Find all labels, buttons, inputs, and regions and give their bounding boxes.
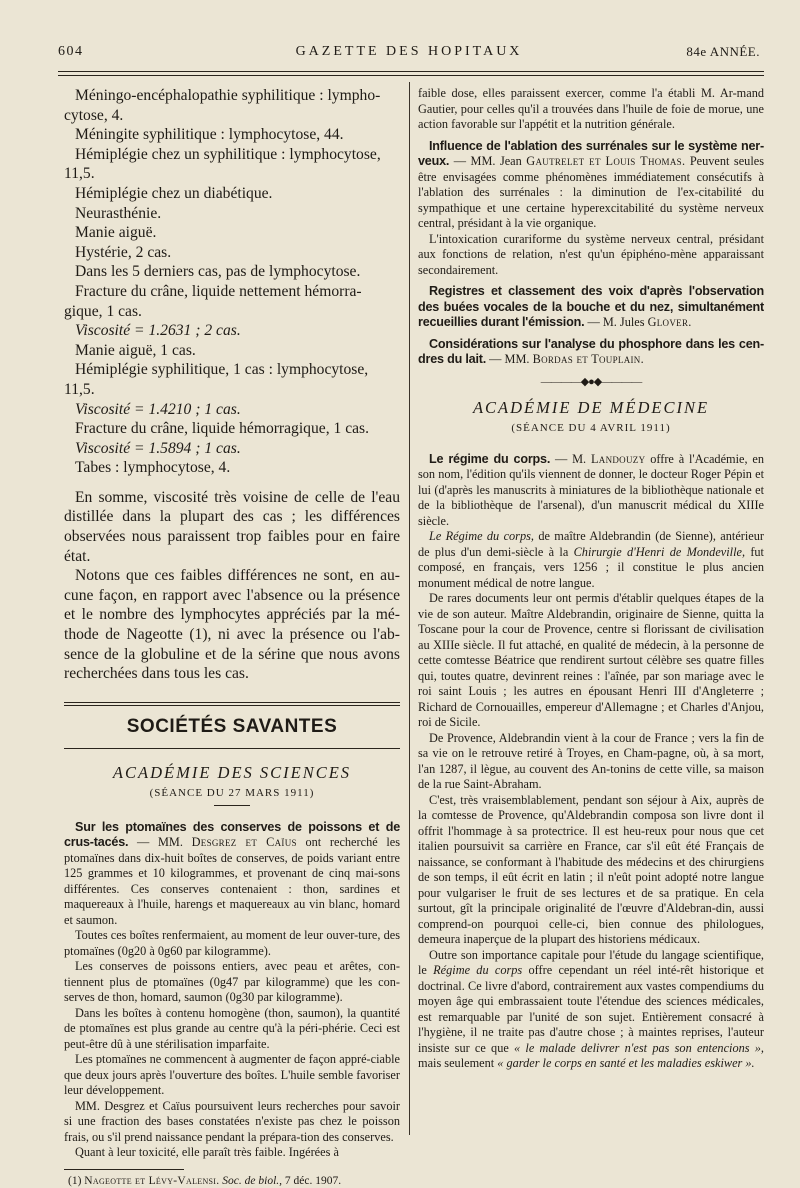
surrenales-article [418, 139, 764, 279]
section-rule [64, 748, 400, 749]
case-list [64, 86, 400, 478]
text-fragment: — MM. Jean [449, 154, 527, 168]
text-fragment: — M. [550, 451, 591, 466]
article-authors: Gautrelet et Louis Thomas. [526, 154, 686, 168]
case-item: Hémiplégie chez un diabétique. [75, 184, 273, 202]
paragraph: Les ptomaïnes ne commencent à augmenter de façon appré-ciable que deux jours après l'ouverture des boîtes. L'huile semble favoriser leur développement. [64, 1052, 400, 1098]
quotation: « garder le corps en santé et les maladies eskiwer ». [497, 1056, 755, 1070]
text-fragment: Outre son importance capitale pour l'étude du langage scientifique, le [418, 947, 764, 977]
case-item: Hémiplégie chez un syphilitique : lymphocytose, 11,5. [64, 145, 381, 183]
article-authors: Bordas et Touplain. [532, 352, 644, 366]
article-title: Sur les ptomaïnes des conserves de poissons et de crus-tacés. [64, 819, 400, 850]
paragraph: Peuvent seules être envisagées comme phénomènes immédiatement consécutifs à l'ablation des surrénales : la diminution de l'ex-citabilité du sympathique et une certaine hyperexcitabilité du système nerveux central, présidant à la vie organique. [418, 154, 764, 230]
case-item: Hystérie, 2 cas. [75, 243, 172, 261]
session-date: (SÉANCE DU 27 MARS 1911) [149, 786, 315, 799]
phosphore-article [418, 337, 764, 368]
column-divider [409, 82, 410, 1135]
case-item: Fracture du crâne, liquide hémorragique, 1 cas. [75, 420, 369, 438]
section-title: SOCIÉTÉS SAVANTES [126, 715, 338, 737]
article-title: Le régime du corps. [429, 451, 551, 466]
page-header [58, 44, 760, 68]
paragraph: C'est, très vraisemblablement, pendant son séjour à Aix, auprès de la comtesse de Provence, qu'Aldebrandin composa son livre dont il offrit l'hommage à sa protectrice. Il est heu-reux pour nous que cet italien poursuivit sa carrière en France, car s'il eût été Français de naissance, se conformant à l'habitude des médecins et des chirurgiens de son temps, il eût écrit en latin ; il n'eût point adopté notre langue pour vulgariser le fruit de ses lectures et de sa pratique. En cela surtout, gît la principale originalité de l'œuvre d'Aldebran-din, aussi comprend-on pourquoi celle-ci, bien connue des philologues, demeura inaperçue de la plupart des historiens médicaux. [418, 792, 764, 946]
case-item: Hémiplégie syphilitique, 1 cas : lymphocytose, 11,5. [64, 361, 369, 398]
publication-title: GAZETTE DES HOPITAUX [295, 44, 523, 59]
header-rule [58, 71, 764, 72]
paragraph: L'intoxication curariforme du système nerveux central, présidant aux fonctions de relation, n'est qu'un épiphéno-mène apparaissant secondairement. [418, 231, 764, 277]
viscosity-value: Viscosité = 1.4210 ; 1 cas. [75, 400, 241, 418]
paragraph: Quant à leur toxicité, elle paraît très faible. Ingérées à [75, 1145, 339, 1160]
footnote [64, 1174, 400, 1188]
ptomaines-article [64, 820, 400, 1161]
continued-article [418, 86, 764, 133]
paragraph: offre à l'Académie, en son nom, l'édition qu'ils viennent de donner, le docteur Roger Pépin et lui (d'après les manuscrits à miniatures de la bibliothèque nationale et de la bibliothèque de l'arsenal), d'un manuscrit médical du XIIIe siècle. [418, 451, 764, 528]
case-item: Méningo-encéphalopathie syphilitique : lympho-cytose, 4. [64, 87, 381, 124]
header-rule-thin [58, 75, 764, 76]
conclusion [64, 488, 400, 684]
article-title: Considérations sur l'analyse du phosphore dans les cen-dres du lait. [418, 336, 764, 366]
article-authors: Landouzy [590, 451, 646, 466]
voix-article [418, 284, 764, 331]
text-fragment: de maître Aldebrandin (de Sienne), antérieur de plus d'un demi-siècle à la [418, 529, 764, 559]
text-fragment: — M. Jules [584, 315, 648, 329]
paragraph: faible dose, elles paraissent exercer, comme l'a établi M. Ar-mand Gautier, pour celles qu'il a trouvées dans l'huile de foie de morue, une action favorable sur l'appétit et la nutrition générale. [418, 86, 764, 131]
volume-year: 84e ANNÉE. [686, 44, 760, 59]
paragraph: De Provence, Aldebrandin vient à la cour de France ; vers la fin de sa vie on le retrouve retiré à Troyes, en Cham-pagne, où, à sa mort, l'an 1287, il lègue, au couvent des An-tonins de cette ville, sa maison de la rue Saint-Abraham. [418, 730, 764, 791]
book-title: Le Régime du corps, [429, 529, 534, 543]
footnote-date: 7 déc. 1907. [282, 1174, 342, 1187]
case-item: Fracture du crâne, liquide nettement hémorra-gique, 1 cas. [64, 282, 362, 320]
text-fragment: fut composé, en français, vers 1256 ; il constitue le plus ancien monument médical de notre langue. [418, 544, 764, 590]
paragraph: Toutes ces boîtes renfermaient, au moment de leur ouver-ture, des ptomaïnes (0g20 à 0g60 par kilogramme). [64, 928, 400, 958]
case-item: Dans les 5 derniers cas, pas de lymphocytose. [75, 263, 361, 281]
case-item: Méningite syphilitique : lymphocytose, 44. [75, 126, 344, 144]
paragraph: En somme, viscosité très voisine de celle de l'eau distillée dans la plupart des cas ; les différences observées nous paraissent trop faibles pour en faire état. [64, 488, 400, 565]
text-fragment: offre cependant un réel inté-rêt historique et doctrinal. Ce livre d'abord, contrairement aux vastes compendiums du moyen âge qui embrassaient toute l'étendue des sciences médicales, est remarquable par l'unité de son sujet. Entièrement consacré à l'hygiène, il ne traite pas d'autre chose ; à maintes reprises, l'auteur insiste sur ce que [418, 963, 764, 1055]
page-number: 604 [58, 44, 84, 59]
text-fragment: mais seulement [418, 1056, 498, 1070]
book-title: Chirurgie d'Henri de Mondeville, [573, 544, 746, 559]
article-authors: Desgrez et Caïus [191, 835, 297, 850]
right-column [418, 86, 764, 1072]
paragraph: Notons que ces faibles différences ne sont, en au-cune façon, en rapport avec l'absence ou la présence et le nombre des lymphocytes appréciés par la mé-thode de Nageotte (1), ni avec la présence ou l'ab-sence de la globuline et de la sérine que nous avons recherchées dans tous les cas. [64, 567, 400, 683]
footnote-number: (1) [68, 1174, 85, 1187]
regime-article [418, 452, 764, 1072]
paragraph: Les conserves de poissons entiers, avec peau et arêtes, con-tiennent plus de ptomaïnes (0g47 par kilogramme) que les con-serves de thon, homard, saumon (0g30 par kilogramme). [64, 959, 400, 1005]
academy-heading: ACADÉMIE DE MÉDECINE [472, 397, 710, 417]
paragraph: De rares documents leur ont permis d'établir quelques étapes de la vie de son auteur. Maître Aldebrandin, originaire de Sienne, quitta la Toscane pour la cour de Provence, centre si florissant de civilisation au XIIIe siècle. Il fut attaché, en qualité de médecin, à la personne de cette comtesse Béatrice que rendirent surtout célèbre ses quatre filles qui, toutes quatre, devinrent reines : l'aînée, par son mariage avec le roi saint Louis ; les autres en épousant Henri III d'Angleterre ; Richard de Cornouailles, empereur d'Allemagne ; et Charles d'Anjou, roi de Sicile. [418, 591, 764, 729]
article-authors: Glover. [647, 315, 692, 329]
text-fragment: — MM. [486, 352, 533, 366]
book-title: Régime du corps [433, 963, 523, 977]
paragraph: ont recherché les ptomaïnes dans dix-huit boîtes de conserves, de poids variant entre 125 grammes et 10 kilogrammes, et provenant de cinq mai-sons différentes. Ces conserves contenaient : thon, sardines et maquereaux à l'huile, harengs et maquereaux au vin blanc, homard et saumon. [64, 835, 400, 927]
footnote-authors: Nageotte et Lévy-Valensi. [84, 1174, 220, 1187]
viscosity-value: Viscosité = 1.2631 ; 2 cas. [75, 322, 241, 340]
section-rule [64, 702, 400, 703]
paragraph: Dans les boîtes à contenu homogène (thon, saumon), la quantité de ptomaïnes est plus grande au centre qu'à la péri-phérie. Ceci est peut-être dû à une stérilisation imparfaite. [64, 1005, 400, 1051]
article-title: Influence de l'ablation des surrénales sur le système ner-veux. [418, 138, 764, 168]
viscosity-value: Viscosité = 1.5894 ; 1 cas. [75, 439, 241, 457]
section-rule-thin [64, 705, 400, 706]
academy-heading: ACADÉMIE DES SCIENCES [112, 762, 352, 782]
footnote-journal: Soc. de biol., [219, 1174, 283, 1187]
session-date: (SÉANCE DU 4 AVRIL 1911) [511, 421, 671, 434]
left-column [64, 86, 400, 1188]
footnote-rule [64, 1169, 184, 1170]
case-item: Manie aiguë. [75, 224, 157, 242]
paragraph: MM. Desgrez et Caïus poursuivent leurs recherches pour savoir si une fraction des bases constatées n'existe pas chez le poisson frais, ou s'il prend naissance pendant la prépara-tion des conserves. [64, 1098, 400, 1144]
text-fragment: — MM. [128, 835, 192, 850]
case-item: Manie aiguë, 1 cas. [75, 341, 196, 359]
short-rule [214, 805, 250, 806]
case-item: Neurasthénie. [75, 204, 162, 222]
ornament-divider: ————◆●◆———— [540, 375, 642, 388]
article-title: Registres et classement des voix d'après l'observation des buées vocales de la bouche et du nez, simultanément recueillies durant l'émission. [418, 284, 764, 329]
quotation: « le malade delivrer n'est pas son entencions », [514, 1040, 764, 1055]
case-item: Tabes : lymphocytose, 4. [75, 459, 231, 477]
